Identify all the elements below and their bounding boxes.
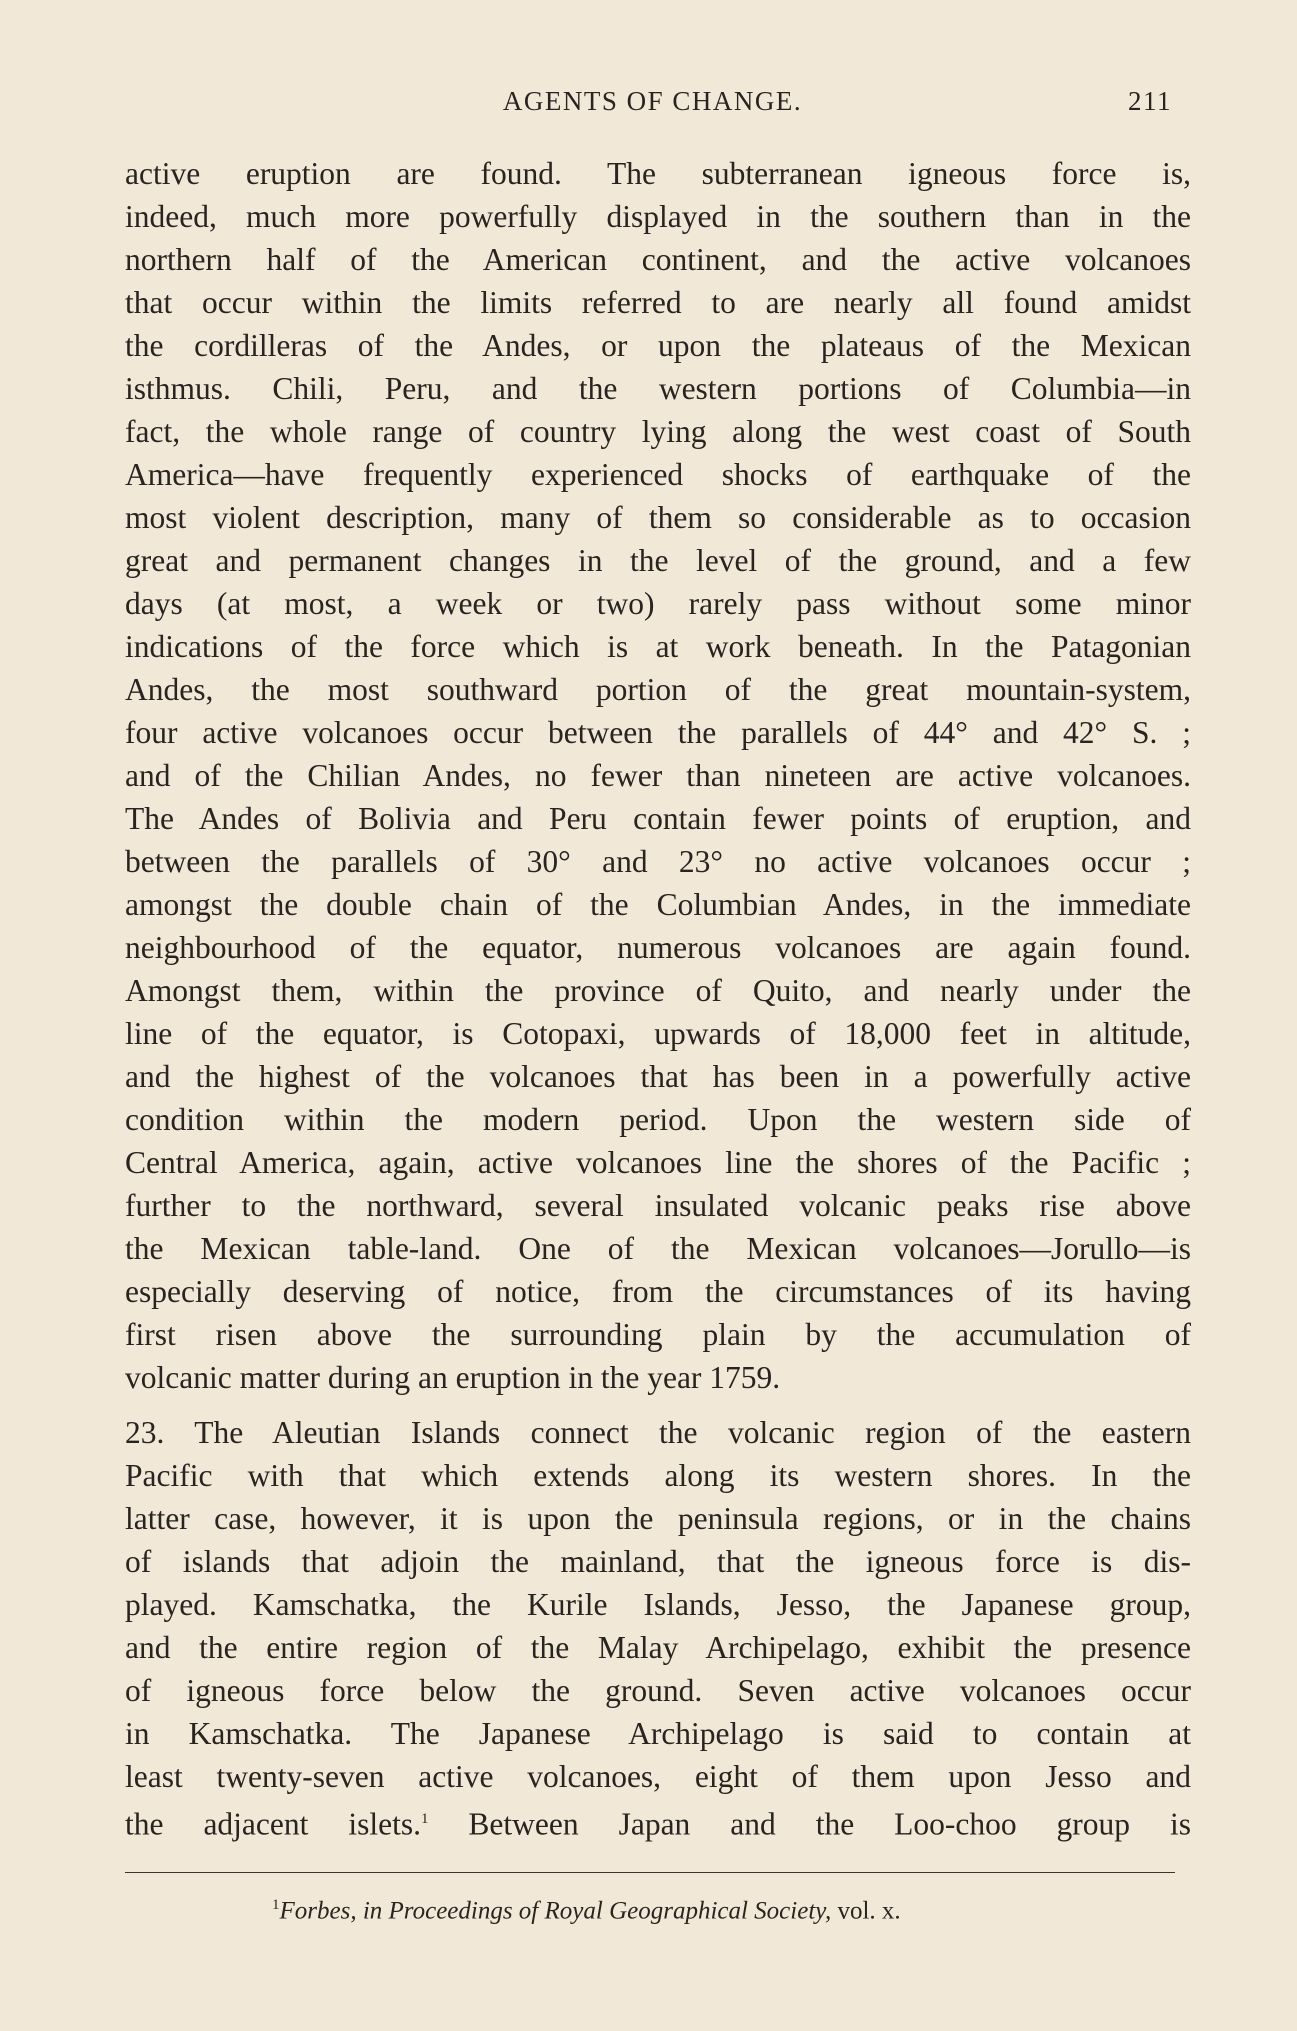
text-line: especially deserving of notice, from the circumstances of its having bbox=[125, 1274, 1191, 1309]
text-line: Pacific with that which extends along its western shores. In the bbox=[125, 1458, 1191, 1493]
text-line: the Mexican table-land. One of the Mexican volcanoes—Jorullo—is bbox=[125, 1231, 1191, 1266]
text-line: four active volcanoes occur between the parallels of 44° and 42° S. ; bbox=[125, 715, 1191, 750]
text-line: days (at most, a week or two) rarely pass without some minor bbox=[125, 586, 1191, 621]
paragraph-2 bbox=[125, 1411, 1191, 1846]
paragraph-1 bbox=[125, 152, 1191, 1399]
text-line: great and permanent changes in the level of the ground, and a few bbox=[125, 543, 1191, 578]
text-line: that occur within the limits referred to are nearly all found amidst bbox=[125, 285, 1191, 320]
text-line: America—have frequently experienced shocks of earthquake of the bbox=[125, 457, 1191, 492]
text-line: amongst the double chain of the Columbian Andes, in the immediate bbox=[125, 887, 1191, 922]
body-text bbox=[125, 152, 1191, 1846]
text-line: most violent description, many of them so considerable as to occasion bbox=[125, 500, 1191, 535]
text-line: Amongst them, within the province of Quito, and nearly under the bbox=[125, 973, 1191, 1008]
footnote-volume: vol. x. bbox=[831, 1897, 901, 1925]
page-number: 211 bbox=[1128, 86, 1172, 116]
text-line: of igneous force below the ground. Seven active volcanoes occur bbox=[125, 1673, 1191, 1708]
text-line: and the highest of the volcanoes that has been in a powerfully active bbox=[125, 1059, 1191, 1094]
text-line: between the parallels of 30° and 23° no active volcanoes occur ; bbox=[125, 844, 1191, 879]
footnote bbox=[272, 1897, 1172, 1925]
text-line: indeed, much more powerfully displayed in the southern than in the bbox=[125, 199, 1191, 234]
text-line: neighbourhood of the equator, numerous volcanoes are again found. bbox=[125, 930, 1191, 965]
text-line: further to the northward, several insulated volcanic peaks rise above bbox=[125, 1188, 1191, 1223]
footnote-reference: 1 bbox=[420, 1811, 429, 1827]
footnote-rule bbox=[125, 1872, 1175, 1873]
text-line: Andes, the most southward portion of the great mountain-system, bbox=[125, 672, 1191, 707]
text-line: played. Kamschatka, the Kurile Islands, Jesso, the Japanese group, bbox=[125, 1587, 1191, 1622]
text-line: and of the Chilian Andes, no fewer than nineteen are active volcanoes. bbox=[125, 758, 1191, 793]
text-line: volcanic matter during an eruption in the year 1759. bbox=[125, 1360, 781, 1395]
text-line: 23. The Aleutian Islands connect the volcanic region of the eastern bbox=[125, 1415, 1191, 1450]
text-line: condition within the modern period. Upon the western side of bbox=[125, 1102, 1191, 1137]
text-line: and the entire region of the Malay Archipelago, exhibit the presence bbox=[125, 1630, 1191, 1665]
text-fragment: the adjacent islets. bbox=[125, 1806, 421, 1842]
text-line: indications of the force which is at work beneath. In the Patagonian bbox=[125, 629, 1191, 664]
text-line: latter case, however, it is upon the peninsula regions, or in the chains bbox=[125, 1501, 1191, 1536]
text-fragment: Between Japan and the Loo-choo group is bbox=[468, 1806, 1192, 1842]
text-line: least twenty-seven active volcanoes, eight of them upon Jesso and bbox=[125, 1759, 1191, 1794]
text-line: fact, the whole range of country lying along the west coast of South bbox=[125, 414, 1191, 449]
text-line: in Kamschatka. The Japanese Archipelago is said to contain at bbox=[125, 1716, 1191, 1751]
text-line: The Andes of Bolivia and Peru contain fewer points of eruption, and bbox=[125, 801, 1191, 836]
footnote-mark: 1 bbox=[272, 1897, 280, 1913]
text-line: the cordilleras of the Andes, or upon the plateaus of the Mexican bbox=[125, 328, 1191, 363]
running-title: AGENTS OF CHANGE. bbox=[502, 86, 803, 116]
text-line: northern half of the American continent, and the active volcanoes bbox=[125, 242, 1191, 277]
text-line: first risen above the surrounding plain by the accumulation of bbox=[125, 1317, 1191, 1352]
text-line: of islands that adjoin the mainland, that the igneous force is dis- bbox=[125, 1544, 1191, 1579]
text-line: active eruption are found. The subterranean igneous force is, bbox=[125, 156, 1191, 191]
text-line: line of the equator, is Cotopaxi, upwards of 18,000 feet in altitude, bbox=[125, 1016, 1191, 1051]
text-line bbox=[125, 1798, 1191, 1846]
footnote-text: Forbes, in Proceedings of Royal Geographical Society, bbox=[279, 1897, 832, 1925]
running-head bbox=[125, 86, 1180, 130]
text-line: Central America, again, active volcanoes line the shores of the Pacific ; bbox=[125, 1145, 1191, 1180]
text-line: isthmus. Chili, Peru, and the western portions of Columbia—in bbox=[125, 371, 1191, 406]
